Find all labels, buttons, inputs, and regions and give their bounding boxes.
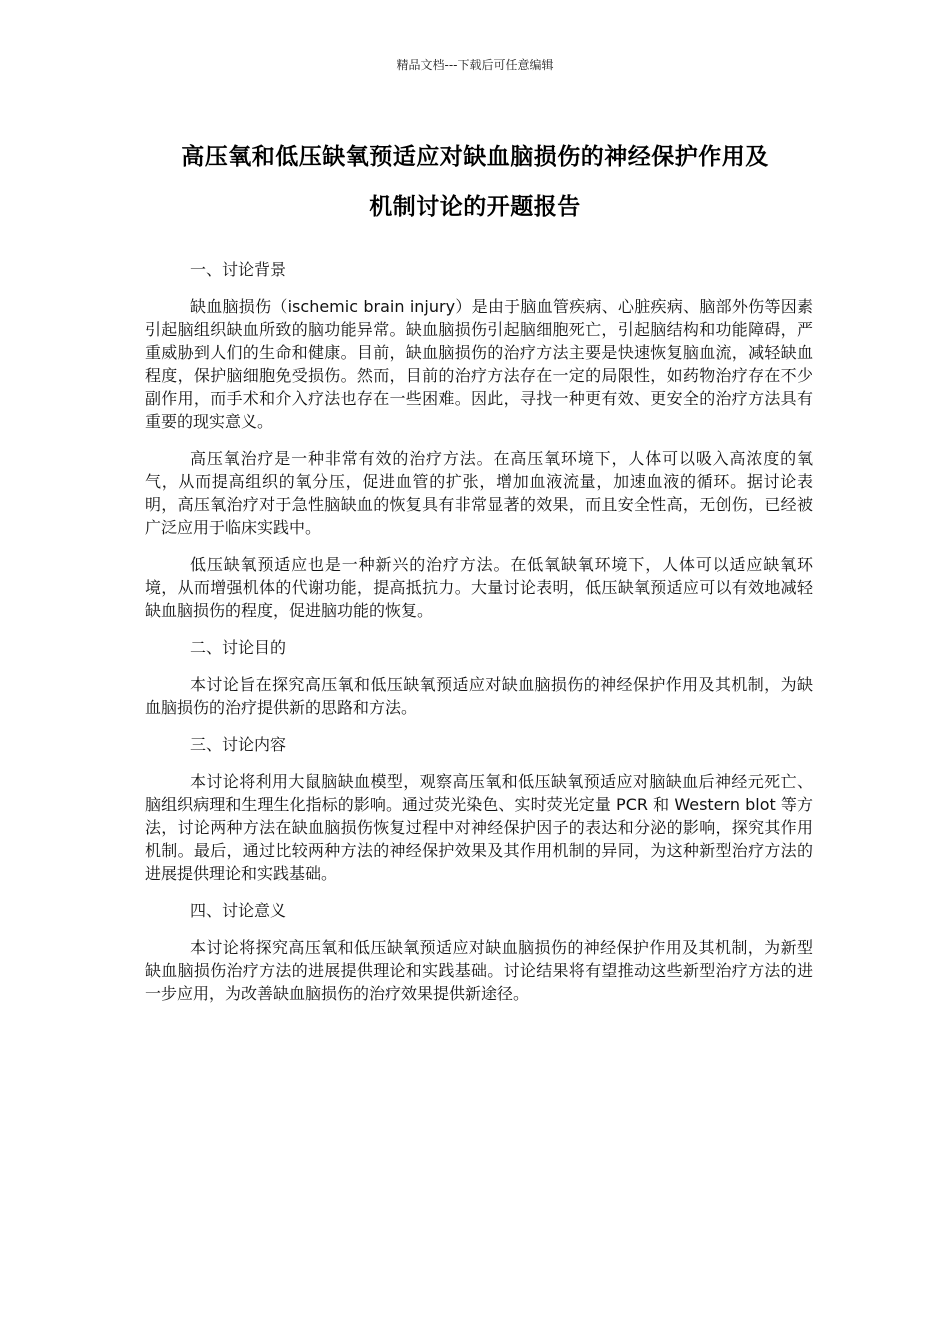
- paragraph: 高压氧治疗是一种非常有效的治疗方法。在高压氧环境下，人体可以吸入高浓度的氧气，从而提高组织的氧分压，促进血管的扩张，增加血液流量，加速血液的循环。据讨论表明，高压氧治疗对于急性脑缺血的恢复具有非常显著的效果，而且安全性高，无创伤，已经被广泛应用于临床实践中。: [145, 449, 813, 537]
- section-heading-background: 一、讨论背景: [190, 260, 287, 279]
- paragraph: 本讨论旨在探究高压氧和低压缺氧预适应对缺血脑损伤的神经保护作用及其机制，为缺血脑损伤的治疗提供新的思路和方法。: [145, 675, 813, 717]
- paragraph: 本讨论将利用大鼠脑缺血模型，观察高压氧和低压缺氧预适应对脑缺血后神经元死亡、脑组织病理和生理生化指标的影响。通过荧光染色、实时荧光定量 PCR 和 Western blot 等方法，讨论两种方法在缺血脑损伤恢复过程中对神经保护因子的表达和分泌的影响，探究其作用机制。最后，通过比较两种方法的神经保护效果及其作用机制的异同，为这种新型治疗方法的进展提供理论和实践基础。: [145, 772, 813, 883]
- title-line-2: 机制讨论的开题报告: [369, 194, 581, 220]
- section-heading-purpose: 二、讨论目的: [190, 638, 287, 657]
- page-header: 精品文档---下载后可任意编辑: [396, 58, 554, 72]
- title-line-1: 高压氧和低压缺氧预适应对缺血脑损伤的神经保护作用及: [181, 144, 769, 170]
- document-body: [145, 258, 813, 1019]
- section-heading-significance: 四、讨论意义: [190, 901, 287, 920]
- document-title: [120, 132, 830, 232]
- paragraph: 低压缺氧预适应也是一种新兴的治疗方法。在低氧缺氧环境下，人体可以适应缺氧环境，从而增强机体的代谢功能，提高抵抗力。大量讨论表明，低压缺氧预适应可以有效地减轻缺血脑损伤的程度，促进脑功能的恢复。: [145, 555, 813, 620]
- paragraph: 缺血脑损伤（ischemic brain injury）是由于脑血管疾病、心脏疾病、脑部外伤等因素引起脑组织缺血所致的脑功能异常。缺血脑损伤引起脑细胞死亡，引起脑结构和功能障碍，严重威胁到人们的生命和健康。目前，缺血脑损伤的治疗方法主要是快速恢复脑血流，减轻缺血程度，保护脑细胞免受损伤。然而，目前的治疗方法存在一定的局限性，如药物治疗存在不少副作用，而手术和介入疗法也存在一些困难。因此，寻找一种更有效、更安全的治疗方法具有重要的现实意义。: [145, 297, 813, 431]
- section-heading-content: 三、讨论内容: [190, 735, 287, 754]
- paragraph: 本讨论将探究高压氧和低压缺氧预适应对缺血脑损伤的神经保护作用及其机制，为新型缺血脑损伤治疗方法的进展提供理论和实践基础。讨论结果将有望推动这些新型治疗方法的进一步应用，为改善缺血脑损伤的治疗效果提供新途径。: [145, 938, 813, 1003]
